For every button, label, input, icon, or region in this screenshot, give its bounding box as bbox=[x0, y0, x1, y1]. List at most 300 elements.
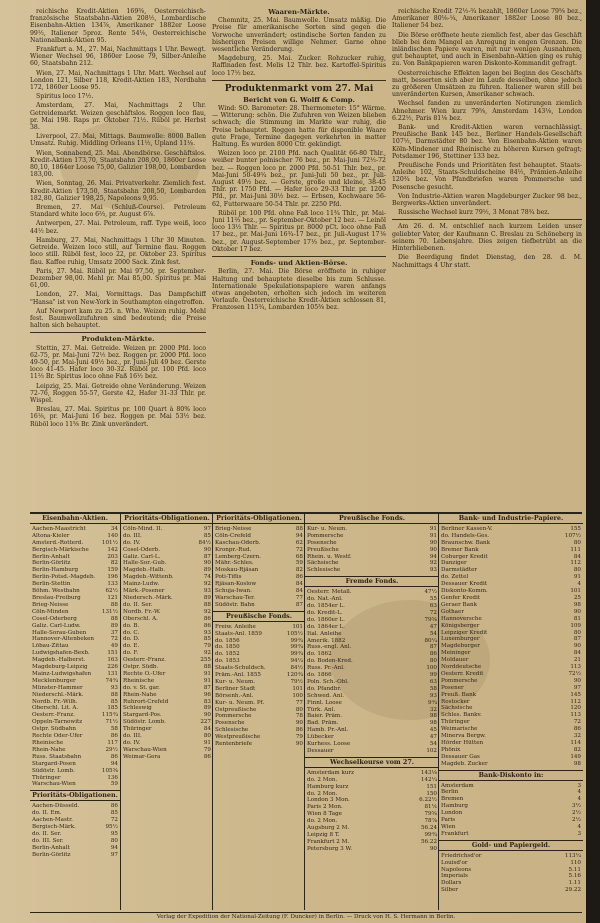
table-row bbox=[30, 678, 120, 685]
security-name: do. C. bbox=[123, 629, 140, 636]
security-name: Oesterr.-Franz. bbox=[32, 712, 75, 719]
price-value: 63 bbox=[429, 678, 437, 685]
table-row bbox=[439, 705, 583, 712]
table-row bbox=[439, 616, 583, 623]
table-row bbox=[30, 754, 120, 761]
price-value: 255 bbox=[200, 657, 211, 664]
price-value: 90 bbox=[573, 643, 581, 650]
table-row bbox=[439, 664, 583, 671]
table-body bbox=[213, 624, 305, 748]
price-value: 3½ bbox=[572, 803, 581, 810]
table-row bbox=[121, 692, 213, 699]
table-body bbox=[305, 526, 439, 574]
security-name: Mainz-Ludwigshafen bbox=[32, 670, 92, 677]
table-body bbox=[121, 526, 213, 761]
security-name: Schlesische bbox=[215, 727, 249, 734]
table-row bbox=[439, 712, 583, 719]
table-row bbox=[121, 747, 213, 754]
article-paragraph: reichische Kredit-Aktien 169⅜, Oesterreichisch-französische Staatsbahn-Aktien 208½, Lombardische Eisenbahn-Aktien 134⅞, Amerikaner 1882er Loose 99½, Italiener 5proz. Rente 54⅛, Oesterreichische Nationalbank-Aktien 95. bbox=[30, 8, 206, 44]
funeral-notice: Die Beerdigung findet Dienstag, den 28. d. M. Nachmittags 4 Uhr statt. bbox=[392, 254, 582, 269]
price-value: 93 bbox=[429, 567, 437, 574]
security-name: do. IV. bbox=[123, 740, 141, 746]
table-row bbox=[305, 734, 439, 741]
section-divider bbox=[212, 256, 386, 257]
table-row bbox=[30, 831, 120, 838]
security-name: Amsterd.-Rotterd. bbox=[32, 539, 84, 546]
security-name: Brieg-Neisse bbox=[215, 525, 252, 532]
table-row bbox=[213, 567, 305, 574]
table-row bbox=[305, 624, 439, 631]
table-row bbox=[213, 693, 305, 700]
table-heading: Fremde Fonds. bbox=[305, 576, 439, 587]
table-row bbox=[213, 679, 305, 686]
security-name: Berlin-Anhalt bbox=[32, 553, 70, 560]
price-value: 77 bbox=[295, 594, 303, 601]
security-name: Berlin bbox=[441, 789, 459, 796]
article-paragraph: Auf Newport kam zu 25. n. Whe. Weizen ruhig. Mehl fest. Baumwollzufuhren sind bedeutend; die Preise halten sich behauptet. bbox=[30, 307, 206, 330]
article-paragraph: Liverpool, 27. Mai, Mittags. Baumwolle: 8000 Ballen Umsatz. Ruhig. Middling Orleans 11½, Upland 11⅛. bbox=[30, 133, 206, 148]
table-bank-industry bbox=[438, 514, 583, 910]
security-name: Finnl. Loose bbox=[307, 699, 342, 706]
table-row bbox=[305, 825, 439, 832]
security-name: Berlin-Hamburg bbox=[32, 567, 79, 574]
security-name: Bergisch-Märkische bbox=[32, 546, 89, 553]
price-value: 32 bbox=[573, 733, 581, 740]
table-row bbox=[439, 567, 583, 574]
security-name: do. 1866 bbox=[307, 672, 332, 679]
price-value: 88 bbox=[295, 525, 303, 532]
price-value: 120¾ bbox=[286, 672, 303, 679]
table-row bbox=[30, 817, 120, 824]
table-heading: Preußische Fonds. bbox=[213, 611, 305, 622]
price-value: 93 bbox=[429, 692, 437, 699]
article-paragraph: Magdeburg, 25. Mai. Zucker. Rohzucker ruhig, Raffinaden fest. Melis 12 Thlr. bez. Kartoffel-Spiritus loco 17½ bez. bbox=[212, 55, 386, 77]
security-name: Kronpr.-Rud. bbox=[215, 546, 252, 553]
security-name: do. 1860er L. bbox=[307, 616, 345, 623]
table-row bbox=[121, 685, 213, 692]
security-name: Louisd'or bbox=[441, 859, 468, 866]
article-paragraph: Antwerpen, 27. Mai. Petroleum, raff. Type weiß, loco 44½ bez. bbox=[30, 220, 206, 235]
security-name: Preuß. Bank bbox=[441, 691, 477, 698]
table-row bbox=[30, 781, 120, 788]
table-row bbox=[30, 643, 120, 650]
table-row bbox=[439, 803, 583, 810]
table-row bbox=[121, 554, 213, 561]
price-value: 93 bbox=[203, 588, 211, 595]
security-name: Pommersche bbox=[307, 532, 344, 539]
security-name: Baier. Präm. bbox=[307, 713, 343, 720]
security-name: Weimar-Gera bbox=[123, 753, 161, 760]
price-value: 62½ bbox=[105, 588, 118, 595]
security-name: Rostocker bbox=[441, 698, 470, 705]
security-name: Rechte O.-Ufer bbox=[123, 670, 166, 677]
table-heading: Wechselkourse vom 27. bbox=[305, 757, 439, 768]
price-value: 62 bbox=[295, 539, 303, 546]
price-value: 90 bbox=[203, 560, 211, 567]
security-name: Coburger Kredit bbox=[441, 553, 488, 560]
table-row bbox=[305, 832, 439, 839]
security-name: Mähr.-Schles. bbox=[215, 560, 254, 567]
security-name: Ruhrort-Crefeld bbox=[123, 698, 169, 705]
security-name: Cöln-Crefeld bbox=[215, 532, 251, 539]
price-value: 149 bbox=[570, 753, 581, 760]
table-row bbox=[121, 595, 213, 602]
security-name: Leipziger Kredit bbox=[441, 629, 488, 636]
price-value: 151 bbox=[426, 783, 437, 790]
security-name: Rhein. u. Westf. bbox=[307, 553, 352, 560]
price-value: 29½ bbox=[105, 746, 118, 753]
security-name: Cöln-Minden bbox=[32, 608, 69, 615]
table-row bbox=[121, 671, 213, 678]
article-column-3 bbox=[392, 8, 582, 508]
security-name: Berlin-Görlitz bbox=[32, 560, 71, 567]
security-name: Rhein-Nahe bbox=[32, 746, 66, 753]
article-paragraph: Von Industrie-Aktien waren Magdeburger Zucker 98 bez., Bergwerks-Aktien unverändert. bbox=[392, 192, 582, 208]
price-value: 55 bbox=[429, 596, 437, 603]
security-name: do. 2 Mon. bbox=[307, 818, 338, 825]
price-value: 68 bbox=[295, 553, 303, 560]
table-row bbox=[213, 713, 305, 720]
article-paragraph: Amsterdam, 27. Mai, Nachmittags 2 Uhr. Getreidemarkt. Weizen geschäftslos. Roggen loco flau, pr. Mai 198. Raps pr. Oktober 71½. Rüböl pr. Herbst 38. bbox=[30, 102, 206, 132]
article-paragraph: Leipzig, 25. Mai. Getreide ohne Veränderung. Weizen 72-76, Roggen 55-57, Gerste 42, Hafer 31-33 Thlr. pr. Wispel. bbox=[30, 382, 206, 404]
table-row bbox=[121, 560, 213, 567]
table-row bbox=[213, 540, 305, 547]
price-value: 84 bbox=[295, 588, 303, 595]
price-value: 110 bbox=[570, 859, 581, 866]
table-row bbox=[439, 873, 583, 880]
table-row bbox=[439, 880, 583, 887]
security-name: London bbox=[441, 810, 463, 817]
table-row bbox=[30, 581, 120, 588]
security-name: Leipzig 8 T. bbox=[307, 831, 340, 838]
price-value: 101 bbox=[570, 588, 581, 595]
security-name: Thüringer bbox=[123, 726, 152, 733]
table-row bbox=[213, 533, 305, 540]
price-value: 86 bbox=[573, 726, 581, 733]
security-name: Hörder Hütten bbox=[441, 740, 484, 746]
table-row bbox=[305, 797, 439, 804]
security-name: Hamburg bbox=[441, 803, 468, 810]
security-name: Minerva Bergw. bbox=[441, 733, 486, 740]
price-value: 54 bbox=[429, 741, 437, 748]
table-row bbox=[439, 671, 583, 678]
security-name: Wien bbox=[441, 823, 456, 830]
security-name: Paris 2 Mon. bbox=[307, 804, 343, 811]
price-value: 121 bbox=[107, 594, 118, 601]
table-row bbox=[30, 705, 120, 712]
price-value: 94¼ bbox=[290, 658, 303, 665]
table-row bbox=[121, 547, 213, 554]
price-value: 79⅝ bbox=[424, 616, 437, 623]
table-row bbox=[213, 665, 305, 672]
table-row bbox=[305, 784, 439, 791]
table-row bbox=[305, 811, 439, 818]
price-value: 84 bbox=[295, 581, 303, 588]
table-row bbox=[439, 726, 583, 733]
security-name: Rheinische bbox=[123, 677, 155, 684]
table-row bbox=[30, 692, 120, 699]
security-name: Moldauer bbox=[441, 657, 469, 664]
table-body bbox=[305, 770, 439, 853]
table-row bbox=[439, 789, 583, 796]
security-name: Kur- u. Neum. Pf. bbox=[215, 699, 265, 706]
security-name: do. Kredit-L. bbox=[307, 609, 343, 616]
security-name: Bad. Präm. bbox=[307, 720, 339, 727]
price-value: 3 bbox=[577, 830, 581, 837]
security-name: Phönix bbox=[441, 746, 461, 753]
price-value: 87 bbox=[573, 636, 581, 643]
price-value: 91 bbox=[573, 574, 581, 581]
article-column-2 bbox=[212, 8, 386, 508]
price-value: 88 bbox=[203, 664, 211, 671]
price-value: 25 bbox=[573, 594, 581, 601]
security-name: Galiz. Carl-Ludw. bbox=[32, 622, 81, 629]
security-name: Kurhess. Loose bbox=[307, 741, 351, 748]
price-value: 80 bbox=[110, 837, 118, 844]
security-name: Napoleons bbox=[441, 866, 472, 873]
table-row bbox=[121, 540, 213, 547]
security-name: Oesterr. Metall. bbox=[307, 589, 352, 596]
section-divider bbox=[30, 332, 206, 333]
table-row bbox=[439, 588, 583, 595]
table-row bbox=[305, 741, 439, 748]
security-name: London 3 Mon. bbox=[307, 797, 350, 804]
table-row bbox=[305, 526, 439, 533]
price-value: 105½ bbox=[286, 630, 303, 637]
table-row bbox=[30, 685, 120, 692]
security-name: Lemberg-Czern. bbox=[215, 553, 261, 560]
table-heading: Preußische Fonds. bbox=[305, 514, 439, 524]
price-value: 86 bbox=[203, 615, 211, 622]
table-row bbox=[439, 810, 583, 817]
price-value: 88 bbox=[110, 691, 118, 698]
price-value: 74¾ bbox=[105, 677, 118, 684]
table-row bbox=[30, 533, 120, 540]
price-value: 58 bbox=[110, 726, 118, 733]
security-name: Cosel-Oderberg bbox=[32, 615, 77, 622]
article-paragraph: Wien, Sonnabend, 25. Mai. Abendbörse. Geschäftslos. Kredit-Aktien 173,70, Staatsbahn 208,00, 1860er Loose 80,10, 1864er Loose 75,00, Galizier 198,00, Lombarden 183,00. bbox=[30, 149, 206, 179]
security-name: Hannover-Altenbeken bbox=[32, 636, 95, 643]
price-value: 90 bbox=[295, 720, 303, 727]
price-value: 113 bbox=[570, 712, 581, 719]
table-heading: Prioritäts-Obligationen. bbox=[213, 514, 305, 524]
price-value: 143⅛ bbox=[420, 769, 437, 776]
security-name: do. Pfandbr. bbox=[307, 685, 342, 692]
price-value: 99¾ bbox=[290, 644, 303, 651]
security-name: Kur- u. Neum. bbox=[307, 525, 348, 532]
table-row bbox=[439, 547, 583, 554]
price-value: 133 bbox=[107, 581, 118, 588]
security-name: do. II. Ser. bbox=[32, 830, 62, 837]
article-paragraph: Weizen loco pr. 2100 Pfd. nach Qualität 66-80 Thlr., weißer bunter polnischer 76 bez., pr. Mai-Juni 72½-72 bez. — Roggen loco pr. 2000 Pfd. 50-51 Thlr. bez., pr. Mai-Juni 50-49¾ bez., pr. Juni-Juli 50 bez., pr. Juli-August 49½ bez. — Gerste, große und kleine, 38-45 Thlr. pr. 1750 Pfd. — Hafer loco 29-33 Thlr. pr. 1200 Pfd., pr. Mai-Juni 30½ bez. — Erbsen, Kochwaare 56-62, Futterwaare 50-54 Thlr. pr. 2250 Pfd. bbox=[212, 150, 386, 208]
price-value: 80 bbox=[573, 567, 581, 574]
price-value: 100 bbox=[292, 692, 303, 699]
price-value: 4 bbox=[577, 789, 581, 796]
table-row bbox=[439, 692, 583, 699]
table-row bbox=[213, 734, 305, 741]
price-value: 29.22 bbox=[564, 887, 581, 894]
security-name: Ostpr. Südbahn bbox=[32, 726, 77, 733]
price-value: 49 bbox=[110, 643, 118, 650]
table-row bbox=[305, 617, 439, 624]
table-row bbox=[213, 700, 305, 707]
security-name: Südöstr. Lomb. bbox=[123, 719, 166, 726]
price-value: 90 bbox=[573, 677, 581, 684]
security-name: Aachen-Düsseld. bbox=[32, 803, 80, 810]
security-name: Braunschw. Bank bbox=[441, 539, 491, 546]
security-name: Russ. Pr.-Anl. bbox=[307, 665, 345, 672]
table-heading: Prioritäts-Obligationen. bbox=[121, 514, 213, 524]
table-row bbox=[213, 574, 305, 581]
table-row bbox=[30, 824, 120, 831]
table-row bbox=[439, 831, 583, 838]
price-value: 91 bbox=[203, 740, 211, 746]
price-value: 92 bbox=[429, 560, 437, 567]
price-value: 117 bbox=[107, 740, 118, 746]
security-name: Augsburg 2 M. bbox=[307, 825, 350, 832]
table-row bbox=[121, 740, 213, 747]
security-name: Cöln-Mind. II. bbox=[123, 525, 163, 532]
security-name: do. F. bbox=[123, 650, 139, 657]
table-row bbox=[439, 595, 583, 602]
table-row bbox=[30, 761, 120, 768]
price-value: 155 bbox=[570, 525, 581, 532]
table-row bbox=[121, 643, 213, 650]
security-name: do. 1852 bbox=[215, 651, 240, 658]
security-name: Aachen-Maastricht bbox=[32, 525, 86, 532]
table-row bbox=[439, 853, 583, 860]
security-name: Münster-Hammer bbox=[32, 684, 83, 691]
price-value: 34 bbox=[110, 525, 118, 532]
table-row bbox=[30, 650, 120, 657]
security-name: Diskonto-Komm. bbox=[441, 588, 488, 595]
security-name: Böhm. Westbahn bbox=[32, 588, 80, 595]
security-name: Schuja-Iwan. bbox=[215, 588, 252, 595]
table-row bbox=[439, 860, 583, 867]
table-row bbox=[121, 664, 213, 671]
section-heading: Fonds- und Aktien-Börse. bbox=[250, 259, 348, 268]
security-name: Sächsische bbox=[307, 560, 339, 567]
security-name: Amerik. 1882 bbox=[307, 637, 346, 644]
table-row bbox=[30, 609, 120, 616]
table-row bbox=[305, 713, 439, 720]
price-value: 159 bbox=[107, 567, 118, 574]
table-row bbox=[30, 623, 120, 630]
security-name: do. 1856 bbox=[215, 637, 240, 644]
security-name: Warschau-Ter. bbox=[215, 594, 255, 601]
table-row bbox=[439, 554, 583, 561]
table-row bbox=[30, 560, 120, 567]
security-name: Sächsische bbox=[441, 705, 473, 712]
table-row bbox=[30, 664, 120, 671]
stock-tables bbox=[30, 512, 582, 910]
price-value: 86 bbox=[110, 733, 118, 740]
price-value: 80 bbox=[295, 706, 303, 713]
price-value: 56.22 bbox=[420, 838, 437, 845]
table-row bbox=[213, 602, 305, 609]
security-name: Paris bbox=[441, 817, 456, 824]
table-row bbox=[305, 589, 439, 596]
price-value: 226 bbox=[107, 664, 118, 671]
price-value: 85 bbox=[110, 698, 118, 705]
price-value: 87 bbox=[429, 644, 437, 651]
security-name: Berlin-Anhalt bbox=[32, 844, 70, 851]
security-name: Börsenh.-Anl. bbox=[215, 692, 254, 699]
table-row bbox=[439, 643, 583, 650]
price-value: 1.11 bbox=[568, 880, 581, 887]
price-value: 82 bbox=[295, 567, 303, 574]
table-row bbox=[30, 616, 120, 623]
table-row bbox=[305, 658, 439, 665]
table-row bbox=[121, 636, 213, 643]
table-row bbox=[121, 616, 213, 623]
table-row bbox=[121, 678, 213, 685]
table-heading: Gold- und Papiergeld. bbox=[439, 840, 583, 851]
price-value: 203 bbox=[107, 553, 118, 560]
price-value: 87 bbox=[295, 601, 303, 608]
security-name: Warschau-Wien bbox=[123, 746, 167, 753]
price-value: 88 bbox=[203, 601, 211, 608]
price-value: 72 bbox=[295, 546, 303, 553]
price-value: 78⅞ bbox=[424, 818, 437, 825]
price-value: 72 bbox=[110, 636, 118, 643]
price-value: 100 bbox=[426, 665, 437, 672]
table-row bbox=[30, 838, 120, 845]
price-value: 6.22½ bbox=[419, 797, 437, 804]
section-divider bbox=[392, 219, 582, 220]
price-value: 47 bbox=[429, 734, 437, 741]
table-row bbox=[439, 623, 583, 630]
security-name: Magdeb. Zucker bbox=[441, 760, 488, 767]
security-name: Ostpr. Südb. bbox=[123, 664, 159, 671]
table-row bbox=[439, 761, 583, 768]
article-paragraph: Wien, 27. Mai, Nachmittags 1 Uhr. Matt. Wechsel auf London 121, Silber 118, Kredit-Aktien 183, Nordbahn 172, 1860er Loose 95. bbox=[30, 69, 206, 92]
price-value: 131½ bbox=[101, 608, 118, 615]
price-value: 84 bbox=[203, 726, 211, 733]
price-value: 95 bbox=[110, 830, 118, 837]
table-row bbox=[439, 560, 583, 567]
price-value: 97 bbox=[573, 684, 581, 691]
security-name: Niederschl.-Märk. bbox=[32, 691, 84, 698]
table-row bbox=[305, 665, 439, 672]
table-row bbox=[30, 852, 120, 859]
table-row bbox=[121, 712, 213, 719]
table-row bbox=[30, 547, 120, 554]
price-value: 74 bbox=[203, 574, 211, 581]
price-value: 98 bbox=[429, 720, 437, 727]
security-name: Oberschl. Lit. A. bbox=[32, 705, 79, 712]
price-value: 99¾ bbox=[290, 651, 303, 658]
article-paragraph: Wind: SO. Barometer: 28. Thermometer: 15° Wärme. — Witterung: schön. Die Zufuhren von Weizen blieben schwach; die Stimmung im Markte war ruhig, die Preise behauptet. Roggen hatte für disponible Waare gute Frage, Termine dagegen verkehrten in matter Haltung. Es wurden 8000 Ctr. gekündigt. bbox=[212, 105, 386, 149]
table-row bbox=[121, 754, 213, 761]
price-value: 82 bbox=[573, 746, 581, 753]
price-value: 2½ bbox=[572, 810, 581, 817]
price-value: 88 bbox=[110, 615, 118, 622]
price-value: 111 bbox=[570, 546, 581, 553]
table-row bbox=[30, 699, 120, 706]
security-name: Posener bbox=[441, 684, 464, 691]
table-heading: Prioritäts-Obligationen. bbox=[30, 790, 120, 801]
table-row bbox=[213, 658, 305, 665]
price-value: 77 bbox=[295, 699, 303, 706]
security-name: Lübecker bbox=[307, 734, 334, 741]
security-name: Amsterdam bbox=[441, 782, 474, 789]
security-name: Hamburg kurz bbox=[307, 783, 349, 790]
table-row bbox=[305, 748, 439, 755]
security-name: Bergisch-Märk. bbox=[32, 823, 76, 830]
article-paragraph: Bank- und Kredit-Aktien waren vernachlässigt. Preußische Bank 145 bez., Berliner Handels-Gesellschaft 107½, Darmstädter 80 bez. Von Eisenbahn-Aktien waren Köln-Mindener und Rheinische zu höheren Kursen gefragt; Potsdamer 196, Stettiner 133 bez. bbox=[392, 124, 582, 160]
table-row bbox=[439, 747, 583, 754]
